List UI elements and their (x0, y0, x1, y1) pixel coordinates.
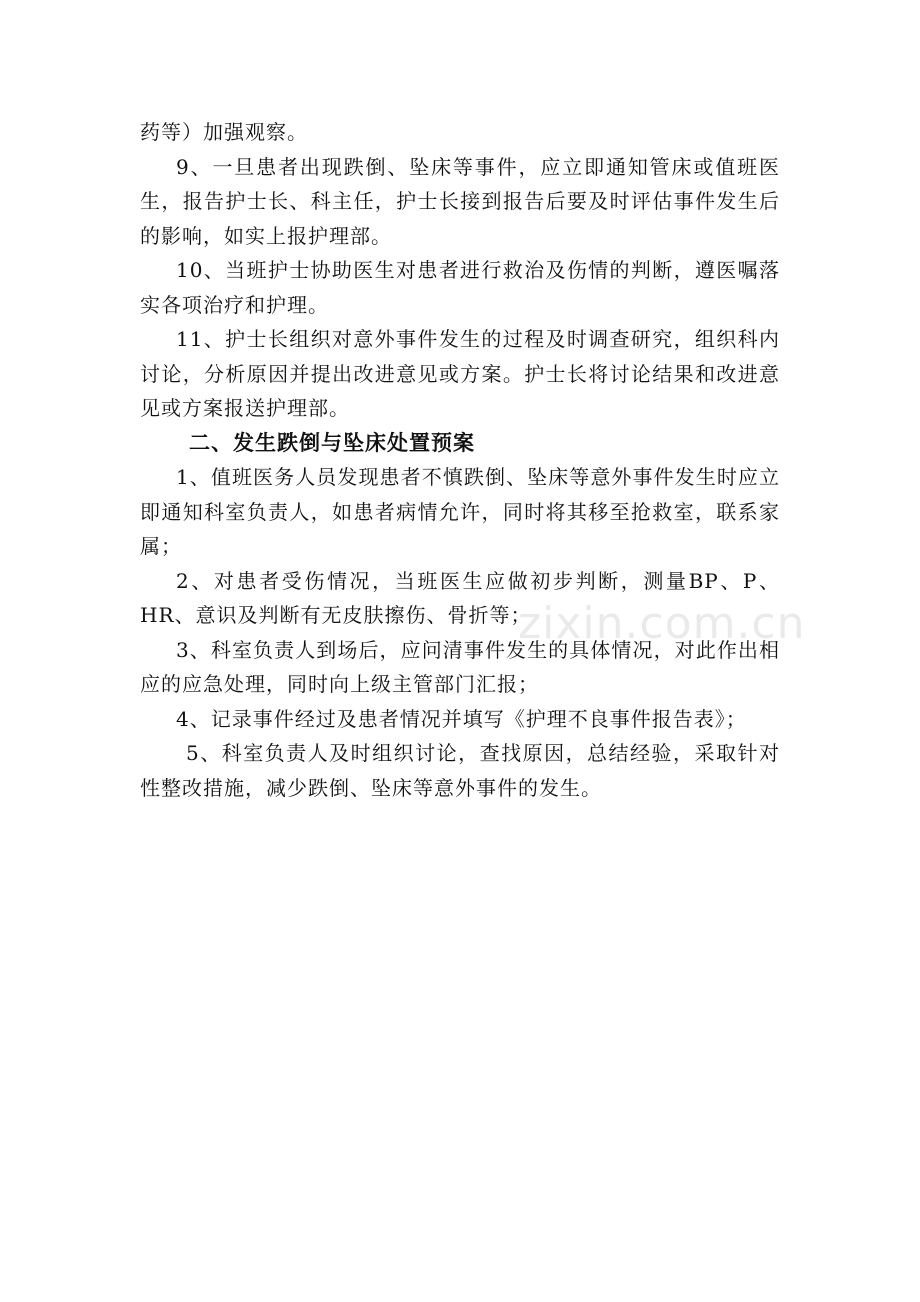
paragraph-continuation: 药等）加强观察。 (140, 120, 308, 144)
paragraph-step-3: 3、科室负责人到场后，应问清事件发生的具体情况，对此作出相应的应急处理，同时向上级主管部门汇报； (140, 637, 780, 696)
paragraph-step-5: 5、科室负责人及时组织讨论，查找原因，总结经验，采取针对性整改措施，减少跌倒、坠床等意外事件的发生。 (140, 741, 780, 800)
paragraph-step-4: 4、记录事件经过及患者情况并填写《护理不良事件报告表》； (176, 706, 747, 731)
paragraph-item-11: 11、护士长组织对意外事件发生的过程及时调查研究，组织科内讨论，分析原因并提出改进意见或方案。护士长将讨论结果和改进意见或方案报送护理部。 (140, 327, 780, 420)
paragraph-item-9: 9、一旦患者出现跌倒、坠床等事件，应立即通知管床或值班医生，报告护士长、科主任，护士长接到报告后要及时评估事件发生后的影响，如实上报护理部。 (140, 154, 780, 248)
document-body (140, 115, 780, 805)
paragraph-step-2: 2、对患者受伤情况，当班医生应做初步判断，测量BP、P、HR、意识及判断有无皮肤擦伤、骨折等； (140, 568, 780, 627)
watermark: zixin.com.cn (518, 598, 806, 649)
section-heading: 二、发生跌倒与坠床处置预案 (189, 430, 475, 455)
paragraph-item-10: 10、当班护士协助医生对患者进行救治及伤情的判断，遵医嘱落实各项治疗和护理。 (140, 258, 780, 317)
paragraph-step-1: 1、值班医务人员发现患者不慎跌倒、坠床等意外事件发生时应立即通知科室负责人，如患者病情允许，同时将其移至抢救室，联系家属； (140, 465, 780, 558)
